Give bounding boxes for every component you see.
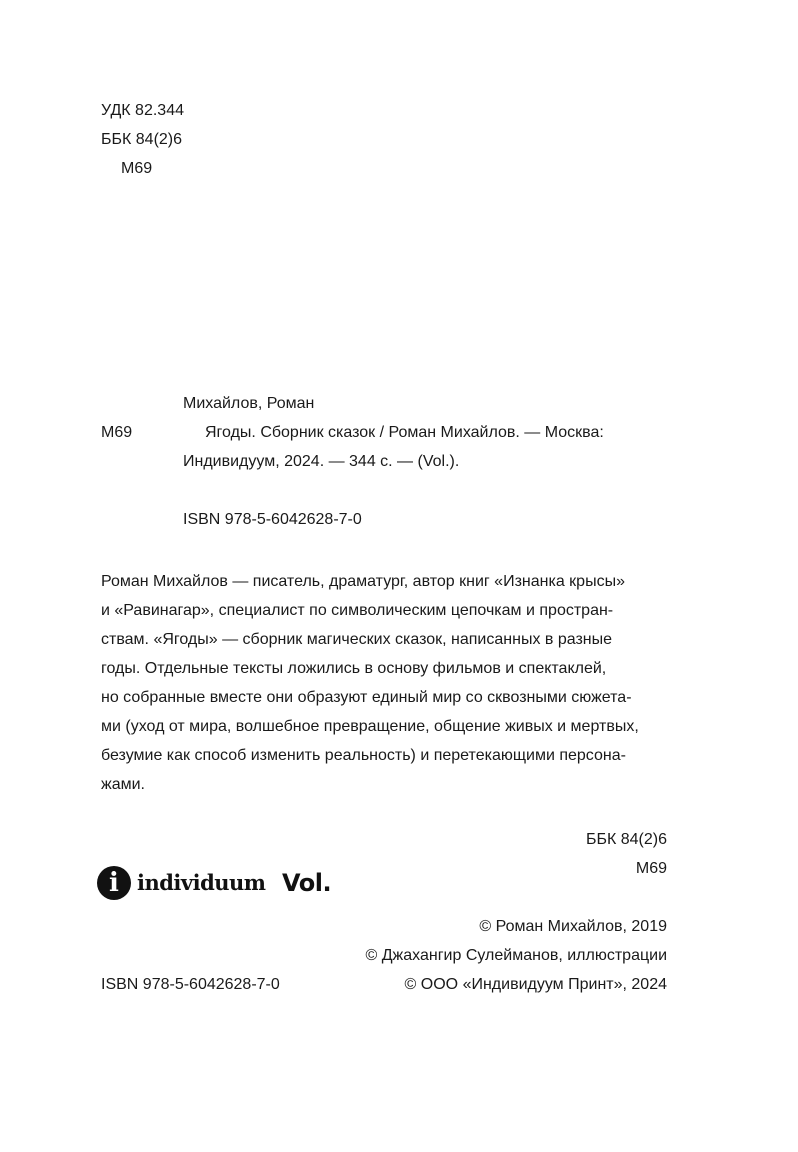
catalog-sign: М69 — [101, 424, 133, 441]
annotation-line: ствам. «Ягоды» — сборник магических сказок, написанных в разные — [101, 631, 613, 648]
bbk-code: ББК 84(2)6 — [101, 131, 183, 148]
annotation-line: безумие как способ изменить реальность) и перетекающими персона- — [101, 747, 626, 764]
udk-code: УДК 82.344 — [101, 102, 184, 119]
annotation-line: но собранные вместе они образуют единый мир со сквозными сюжета- — [101, 689, 632, 706]
catalog-isbn: ISBN 978-5-6042628-7-0 — [183, 511, 362, 528]
catalog-title-line: Индивидуум, 2024. — 344 с. — (Vol.). — [183, 453, 460, 470]
copyright-publisher: © ООО «Индивидуум Принт», 2024 — [404, 976, 667, 993]
bottom-isbn: ISBN 978-5-6042628-7-0 — [101, 976, 280, 993]
annotation-line: и «Равинагар», специалист по символическим цепочкам и простран- — [101, 602, 614, 619]
individuum-logo-icon: i — [97, 866, 131, 900]
bottom-sign: М69 — [635, 860, 667, 877]
annotation-line: Роман Михайлов — писатель, драматург, автор книг «Изнанка крысы» — [101, 573, 625, 590]
copyright-illustrations: © Джахангир Сулейманов, иллюстрации — [365, 947, 667, 964]
bottom-bbk: ББК 84(2)6 — [585, 831, 667, 848]
annotation-line: годы. Отдельные тексты ложились в основу фильмов и спектаклей, — [101, 660, 607, 677]
copyright-author: © Роман Михайлов, 2019 — [479, 918, 667, 935]
individuum-logo: individuum — [137, 870, 266, 895]
annotation-line: жами. — [101, 776, 145, 793]
vol-logo: Vol. — [282, 869, 332, 897]
catalog-title-line: Ягоды. Сборник сказок / Роман Михайлов. — Москва: — [205, 424, 604, 441]
annotation-line: ми (уход от мира, волшебное превращение, общение живых и мертвых, — [101, 718, 639, 735]
catalog-author: Михайлов, Роман — [183, 395, 315, 412]
author-sign: М69 — [121, 160, 153, 177]
annotation — [101, 567, 667, 799]
